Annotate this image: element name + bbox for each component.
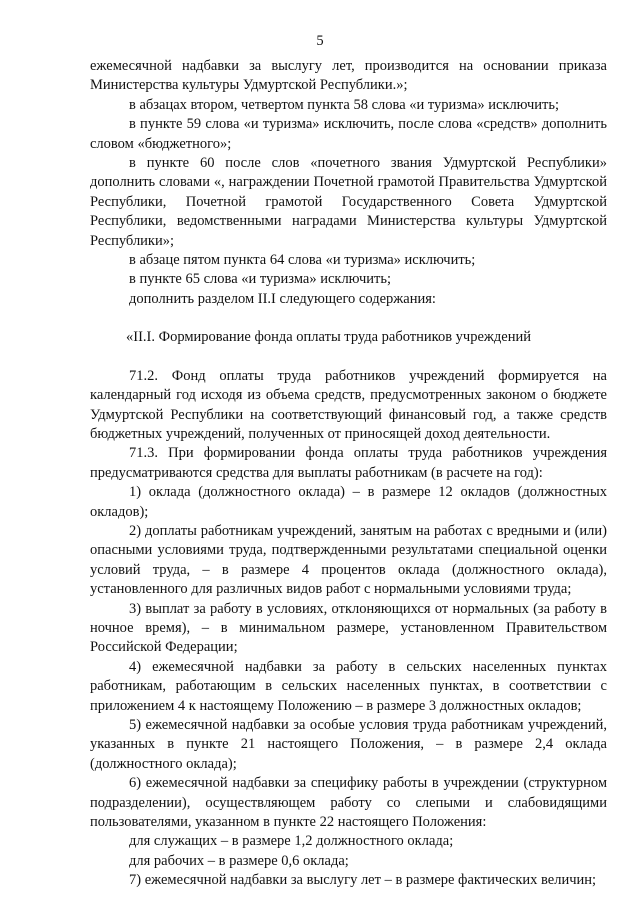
sub-item: для рабочих – в размере 0,6 оклада; [129, 852, 349, 869]
paragraph: в пункте 65 слова «и туризма» исключить; [129, 271, 391, 288]
section-heading: «II.I. Формирование фонда оплаты труда работников учреждений [126, 329, 532, 346]
paragraph: ежемесячной надбавки за выслугу лет, производится на основании приказа Министерства культуры Удмуртской Республики.»; [90, 58, 607, 94]
list-item: 6) ежемесячной надбавки за специфику работы в учреждении (структурном подразделении), осуществляющем работу со слепыми и слабовидящими пользователями, указанном в пункте 22 настоящего Положения: [90, 775, 607, 831]
list-item: 3) выплат за работу в условиях, отклоняющихся от нормальных (за работу в ночное время), – в минимальном размере, установленном Правительством Российской Федерации; [90, 600, 607, 656]
paragraph: в пункте 59 слова «и туризма» исключить, после слова «средств» дополнить словом «бюджетного»; [90, 116, 607, 152]
list-item: 5) ежемесячной надбавки за особые условия труда работникам учреждений, указанных в пункте 21 настоящего Положения, – в размере 2,4 оклада (должностного оклада); [90, 717, 607, 772]
paragraph: в абзаце пятом пункта 64 слова «и туризма» исключить; [129, 252, 476, 269]
list-item: 1) оклада (должностного оклада) – в размере 12 окладов (должностных окладов); [90, 484, 607, 520]
paragraph: в пункте 60 после слов «почетного звания Удмуртской Республики» дополнить словами «, награждении Почетной грамотой Правительства Удмуртской Республики, Почетной грамотой Государственного Совета Удмуртской Республики, ведомственными наградами Министерства культуры Удмуртской Республики»; [90, 155, 607, 249]
list-item: 4) ежемесячной надбавки за работу в сельских населенных пунктах работникам, работающим в сельских населенных пунктах, в соответствии с приложением 4 к настоящему Положению – в размере 3 должностных окладов; [90, 658, 607, 714]
sub-item: для служащих – в размере 1,2 должностного оклада; [129, 833, 454, 850]
section-paragraph: 71.2. Фонд оплаты труда работников учреждений формируется на календарный год исходя из объема средств, предусмотренных законом о бюджете Удмуртской Республики на соответствующий финансовый год, а также средств бюджетных учреждений, полученных от приносящей доход деятельности. [90, 367, 607, 442]
paragraph: дополнить разделом II.I следующего содержания: [129, 290, 436, 307]
list-item: 2) доплаты работникам учреждений, занятым на работах с вредными и (или) опасными условиями труда, подтвержденными результатами специальной оценки условий труда, – в размере 4 процентов оклада (должностного оклада), установленного для различных видов работ с нормальными условиями труда; [90, 522, 607, 598]
paragraph: в абзацах втором, четвертом пункта 58 слова «и туризма» исключить; [129, 96, 559, 113]
list-item: 7) ежемесячной надбавки за выслугу лет – в размере фактических величин; [129, 872, 597, 889]
section-paragraph: 71.3. При формировании фонда оплаты труда работников учреждения предусматриваются средства для выплаты работникам (в расчете на год): [90, 445, 607, 481]
page-number: 5 [316, 33, 324, 49]
document-body [90, 57, 607, 891]
